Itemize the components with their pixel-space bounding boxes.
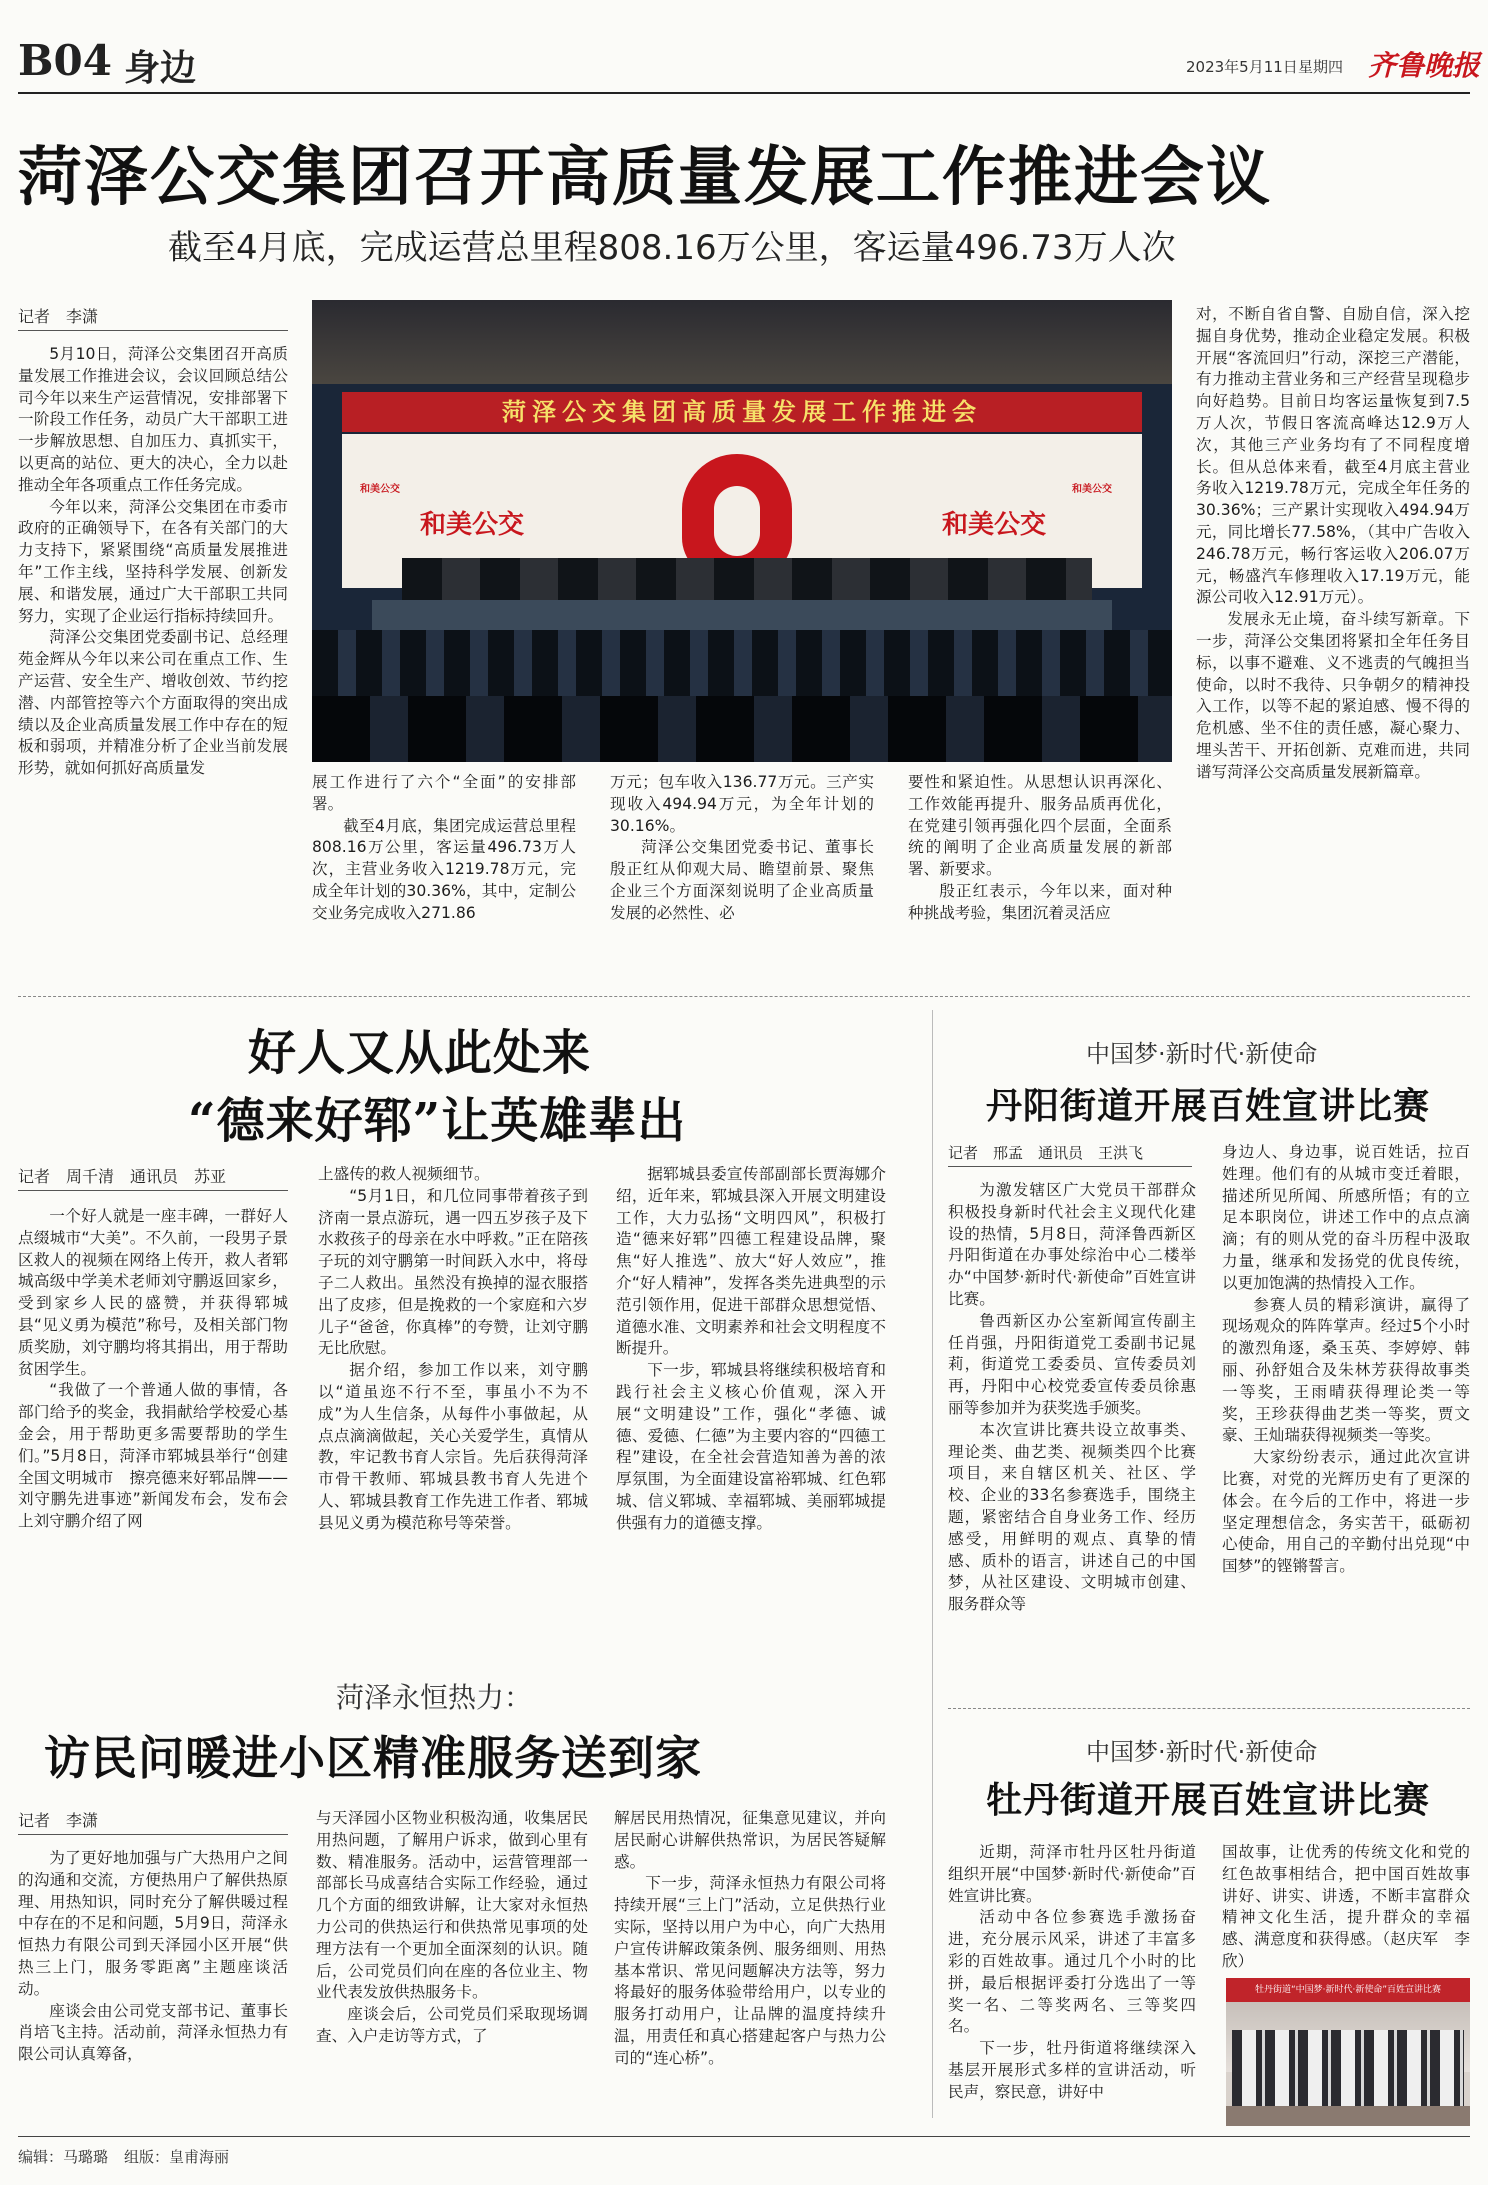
byline-text: 记者 周千清 通讯员 苏亚 <box>18 1167 227 1186</box>
heat-paragraph: 与天泽园小区物业积极沟通，收集居民用热问题，了解用户诉求，做到心里有数、精准服务。活动中，运营管理部一部部长马成喜结合实际工作经验，通过几个方面的细致讲解，让大家对永恒热力公司的供热运行和供热常见事项的处理方法有一个更加全面深刻的认识。随后，公司党员们向在座的各位业主、物业代表发放供热服务卡。 <box>316 1809 588 2002</box>
byline-text: 记者 邢孟 通讯员 王洪飞 <box>948 1144 1144 1162</box>
danyang-paragraph: 为激发辖区广大党员干部群众积极投身新时代社会主义现代化建设的热情，5月8日，菏泽鲁西新区丹阳街道在办事处综治中心二楼举办“中国梦·新时代·新使命”百姓宣讲比赛。 <box>948 1181 1196 1308</box>
photo-banner: 菏泽公交集团高质量发展工作推进会 <box>342 392 1142 432</box>
good-column-2 <box>318 1164 588 1604</box>
byline-rule <box>948 1166 1192 1167</box>
section-divider <box>950 996 1470 997</box>
good-byline <box>18 1164 288 1187</box>
heat-headline: 访民问暖进小区精准服务送到家 <box>44 1731 702 1785</box>
good-paragraph: 据介绍，参加工作以来，刘守鹏以“道虽迩不行不至，事虽小不为不成”为人生信条，从每件小事做起，从点点滴滴做起，关心关爱学生，真情从教，牢记教书育人宗旨。先后获得菏泽市骨干教师、郓城县教书育人先进个人、郓城县教育工作先进工作者、郓城县见义勇为模范称号等荣誉。 <box>318 1361 588 1532</box>
good-column-3 <box>616 1164 886 1604</box>
mudan-headline: 牡丹街道开展百姓宣讲比赛 <box>986 1779 1431 1821</box>
lead-column-5 <box>1196 304 1470 924</box>
heat-kicker: 菏泽永恒热力： <box>336 1681 533 1714</box>
byline-text: 记者 李潇 <box>18 1811 99 1830</box>
heat-paragraph: 座谈会由公司党支部书记、董事长肖培飞主持。活动前，菏泽永恒热力有限公司认真筹备， <box>18 2001 288 2064</box>
footer-rule <box>18 2136 1470 2137</box>
good-column-1 <box>18 1206 288 1606</box>
good-paragraph: 据郓城县委宣传部副部长贾海娜介绍，近年来，郓城县深入开展文明建设工作，大力弘扬“文明四风”，积极打造“德来好郓”四德工程建设品牌，聚焦“好人推选”、放大“好人效应”，推介“好人精神”，发挥各类先进典型的示范引领作用，促进干部群众思想觉悟、道德水准、文明素养和社会文明程度不断提升。 <box>616 1165 886 1358</box>
mudan-paragraph: 下一步，牡丹街道将继续深入基层开展形式多样的宣讲活动，听民声，察民意，讲好中 <box>948 2039 1196 2101</box>
lead-column-1 <box>18 344 288 864</box>
heat-column-2 <box>316 1808 588 2130</box>
danyang-column-2 <box>1222 1142 1470 1682</box>
good-paragraph: 下一步，郓城县将继续积极培育和践行社会主义核心价值观，深入开展“文明建设”工作，强化“孝德、诚德、爱德、仁德”为主要内容的“四德工程”建设，在全社会营造知善为善的浓厚氛围，为全面建设富裕郓城、红色郓城、信义郓城、幸福郓城、美丽郓城提供强有力的道德支撑。 <box>616 1361 886 1532</box>
mudan-photo <box>1226 1978 1470 2126</box>
issue-date: 2023年5月11日 <box>1186 58 1298 76</box>
photo-table <box>372 600 1112 630</box>
byline-rule <box>18 330 288 331</box>
screen-emblem-inner <box>714 486 760 556</box>
lead-column-3 <box>610 772 874 922</box>
lead-paragraph: 菏泽公交集团党委书记、董事长殷正红从仰观大局、瞻望前景、聚焦企业三个方面深刻说明了企业高质量发展的必然性、必 <box>610 838 874 922</box>
heat-byline <box>18 1808 288 1831</box>
lead-paragraph: 今年以来，菏泽公交集团在市委市政府的正确领导下，在各有关部门的大力支持下，紧紧围绕“高质量发展推进年”工作主线，坚持科学发展、创新发展、和谐发展，通过广大干部职工共同努力，实现了企业运行指标持续回升。 <box>18 497 288 625</box>
mudan-paragraph: 近期，菏泽市牡丹区牡丹街道组织开展“中国梦·新时代·新使命”百姓宣讲比赛。 <box>948 1843 1196 1905</box>
lead-paragraph: 展工作进行了六个“全面”的安排部署。 <box>312 773 576 813</box>
masthead-rule <box>18 92 1470 94</box>
good-paragraph: 一个好人就是一座丰碑，一群好人点缀城市“大美”。不久前，一段男子景区救人的视频在网络上传开，救人者郓城高级中学美术老师刘守鹏返回家乡，受到家乡人民的盛赞，并获得郓城县“见义勇为模范”称号，及相关部门物质奖励，刘守鹏均将其捐出，用于帮助贫困学生。 <box>18 1207 288 1378</box>
section-name: 身边 <box>124 47 197 89</box>
column-divider <box>932 1010 933 2118</box>
lead-byline <box>18 304 288 327</box>
heat-paragraph: 座谈会后，公司党员们采取现场调查、入户走访等方式，了 <box>316 2005 588 2045</box>
good-paragraph: “我做了一个普通人做的事情，各部门给予的奖金，我捐献给学校爱心基金会，用于帮助更多需要帮助的学生们。”5月8日，菏泽市郓城县举行“创建全国文明城市 擦亮德来好郓品牌——刘守鹏先进事迹”新闻发布会，发布会上刘守鹏介绍了网 <box>18 1381 288 1531</box>
danyang-paragraph: 参赛人员的精彩演讲，赢得了现场观众的阵阵掌声。经过5个小时的激烈角逐，桑玉英、李婷婷、韩丽、孙舒姐合及朱林芳获得故事类一等奖，王雨晴获得理论类一等奖，王珍获得曲艺类一等奖，贾文豪、王灿瑞获得视频类一等奖。 <box>1222 1295 1470 1445</box>
danyang-kicker: 中国梦·新时代·新使命 <box>1086 1040 1318 1068</box>
section-divider <box>18 996 968 997</box>
lead-photo <box>312 300 1172 762</box>
footer-layout: 组版：皇甫海丽 <box>124 2148 230 2166</box>
good-paragraph: 上盛传的救人视频细节。 <box>318 1165 490 1183</box>
danyang-paragraph: 身边人、身边事，说百姓话，拉百姓理。他们有的从城市变迁着眼，描述所见所闻、所感所悟；有的立足本职岗位，讲述工作中的点点滴滴；有的则从党的奋斗历程中汲取力量，继承和发扬党的优良传统，以更加饱满的热情投入工作。 <box>1222 1143 1470 1292</box>
footer-editor: 编辑：马璐璐 <box>18 2148 109 2166</box>
heat-paragraph: 解居民用热情况，征集意见建议，并向居民耐心讲解供热常识，为居民答疑解惑。 <box>614 1809 886 1871</box>
paper-logo: 齐鲁晚报 <box>1368 49 1481 82</box>
heat-column-1 <box>18 1848 288 2130</box>
lead-paragraph: 殷正红表示，今年以来，面对种种挑战考验，集团沉着灵活应 <box>908 881 1172 922</box>
mudan-photo-floor <box>1226 2106 1470 2126</box>
byline-rule <box>18 1834 288 1835</box>
lead-paragraph: 菏泽公交集团党委副书记、总经理苑金辉从今年以来公司在重点工作、生产运营、安全生产、增收创效、节约挖潜、内部管控等六个方面取得的突出成绩以及企业高质量发展工作中存在的短板和弱项，并精准分析了企业当前发展形势，就如何抓好高质量发 <box>18 628 288 778</box>
lead-column-2 <box>312 772 576 922</box>
danyang-paragraph: 大家纷纷表示，通过此次宣讲比赛，对党的光辉历史有了更深的体会。在今后的工作中，将进一步坚定理想信念，务实苦干，砥砺初心使命，用自己的辛勤付出兑现“中国梦”的铿锵誓言。 <box>1222 1448 1470 1576</box>
danyang-paragraph: 本次宣讲比赛共设立故事类、理论类、曲艺类、视频类四个比赛项目，来自辖区机关、社区、学校、企业的33名参赛选手，围绕主题，紧密结合自身业务工作、经历感受，用鲜明的观点、真挚的情感、质朴的语言，讲述自己的中国梦，从社区建设、文明城市创建、服务群众等 <box>948 1420 1196 1614</box>
masthead <box>0 0 1488 95</box>
lead-subhead: 截至4月底，完成运营总里程808.16万公里，客运量496.73万人次 <box>168 228 1176 268</box>
lead-paragraph: 对，不断自省自警、自励自信，深入挖掘自身优势，推动企业稳定发展。积极开展“客流回归”行动，深挖三产潜能，有力推动主营业务和三产经营呈现稳步向好趋势。目前日均客运量恢复到7.5万人次，节假日客流高峰达12.9万人次，其他三产业务均有了不同程度增长。但从总体来看，截至4月底主营业务收入1219.78万元，完成全年任务的30.36%；三产累计实现收入494.94万元，同比增长77.58%，（其中广告收入246.78万元，畅行客运收入206.07万元，畅盛汽车修理收入17.19万元，能源公司收入12.91万元）。 <box>1196 305 1470 607</box>
mudan-paragraph: 活动中各位参赛选手激扬奋进，充分展示风采，讲述了丰富多彩的百姓故事。通过几个小时的比拼，最后根据评委打分选出了一等奖一名、二等奖两名、三等奖四名。 <box>948 1908 1196 2036</box>
mudan-column-1 <box>948 1842 1196 2132</box>
good-paragraph: “5月1日，和几位同事带着孩子到济南一景点游玩，遇一四五岁孩子及下水救孩子的母亲在水中呼救。”正在陪孩子玩的刘守鹏第一时间跃入水中，将母子二人救出。虽然没有换掉的湿衣服搭出了皮疹，但是挽救的一个家庭和六岁儿子“爸爸，你真棒”的夸赞，让刘守鹏无比欣慰。 <box>318 1186 588 1358</box>
lead-headline: 菏泽公交集团召开高质量发展工作推进会议 <box>18 140 1272 215</box>
heat-column-3 <box>614 1808 886 2130</box>
heat-paragraph: 下一步，菏泽永恒热力有限公司将持续开展“三上门”活动，立足供热行业实际，坚持以用户为中心，向广大热用户宣传讲解政策条例、服务细则、用热基本常识、常见问题解决方法等，努力将最好的服务体验带给用户，以专业的服务打动用户，让品牌的温度持续升温，用责任和真心搭建起客户与热力公司的“连心桥”。 <box>614 1874 886 2067</box>
danyang-paragraph: 鲁西新区办公室新闻宣传副主任肖强，丹阳街道党工委副书记晁莉，街道党工委委员、宣传委员刘再，丹阳中心校党委宣传委员徐惠丽等参加并为获奖选手颁奖。 <box>948 1311 1196 1417</box>
lead-paragraph: 万元；包车收入136.77万元。三产实现收入494.94万元，为全年计划的30.16%。 <box>610 773 874 835</box>
photo-ceiling <box>312 300 1172 384</box>
danyang-headline: 丹阳街道开展百姓宣讲比赛 <box>986 1085 1431 1127</box>
byline-rule <box>18 1190 288 1191</box>
good-headline-1: 好人又从此处来 <box>248 1025 592 1081</box>
lead-paragraph: 截至4月底，集团完成运营总里程808.16万公里，客运量496.73万人次，主营业务收入1219.78万元，完成全年计划的30.36%，其中，定制公交业务完成收入271.86 <box>312 816 576 922</box>
screen-title-left: 和美公交 <box>420 510 525 540</box>
heat-paragraph: 为了更好地加强与广大热用户之间的沟通和交流，方便热用户了解供热原理、用热知识，同时充分了解供暖过程中存在的不足和问题，5月9日，菏泽永恒热力有限公司到天泽园小区开展“供热三上门，服务零距离”主题座谈活动。 <box>18 1849 288 1998</box>
lead-paragraph: 发展永无止境，奋斗续写新章。下一步，菏泽公交集团将紧扣全年任务目标，以事不避难、义不逃责的气魄担当使命，以时不我待、只争朝夕的精神投入工作，以等不起的紧迫感、慢不得的危机感、坐不住的责任感，凝心聚力、埋头苦干、开拓创新、克难而进，共同谱写菏泽公交高质量发展新篇章。 <box>1196 610 1470 781</box>
lead-paragraph: 要性和紧迫性。从思想认识再深化、工作效能再提升、服务品质再优化，在党建引领再强化四个层面，全面系统的阐明了企业高质量发展的新部署、新要求。 <box>908 773 1172 879</box>
mudan-kicker: 中国梦·新时代·新使命 <box>1086 1738 1318 1766</box>
screen-title-right: 和美公交 <box>942 510 1047 540</box>
lead-paragraph: 5月10日，菏泽公交集团召开高质量发展工作推进会议，会议回顾总结公司今年以来生产运营情况，安排部署下一阶段工作任务，动员广大干部职工进一步解放思想、自加压力、真抓实干，以更高的站位、更大的决心，全力以赴推动全年各项重点工作任务完成。 <box>18 345 288 494</box>
screen-logo-right: 和美公交 <box>1072 484 1112 495</box>
danyang-column-1 <box>948 1180 1196 1680</box>
mudan-photo-banner: 牡丹街道“中国梦·新时代·新使命”百姓宣讲比赛 <box>1226 1978 1470 2002</box>
lead-column-4 <box>908 772 1172 922</box>
page-number: B04 <box>18 36 112 85</box>
mudan-paragraph: 国故事，让优秀的传统文化和党的红色故事相结合，把中国百姓故事讲好、讲实、讲透，不断丰富群众精神文化生活，提升群众的幸福感、满意度和获得感。（赵庆军 李欣） <box>1222 1843 1470 1970</box>
good-headline-2: “德来好郓”让英雄辈出 <box>188 1093 687 1149</box>
section-divider <box>948 1708 1470 1709</box>
screen-logo-left: 和美公交 <box>360 484 400 495</box>
issue-weekday: 星期四 <box>1298 58 1344 76</box>
mudan-column-2 <box>1222 1842 1470 1972</box>
byline-text: 记者 李潇 <box>18 307 99 326</box>
danyang-byline <box>948 1142 1192 1163</box>
photo-audience-front <box>312 696 1172 762</box>
